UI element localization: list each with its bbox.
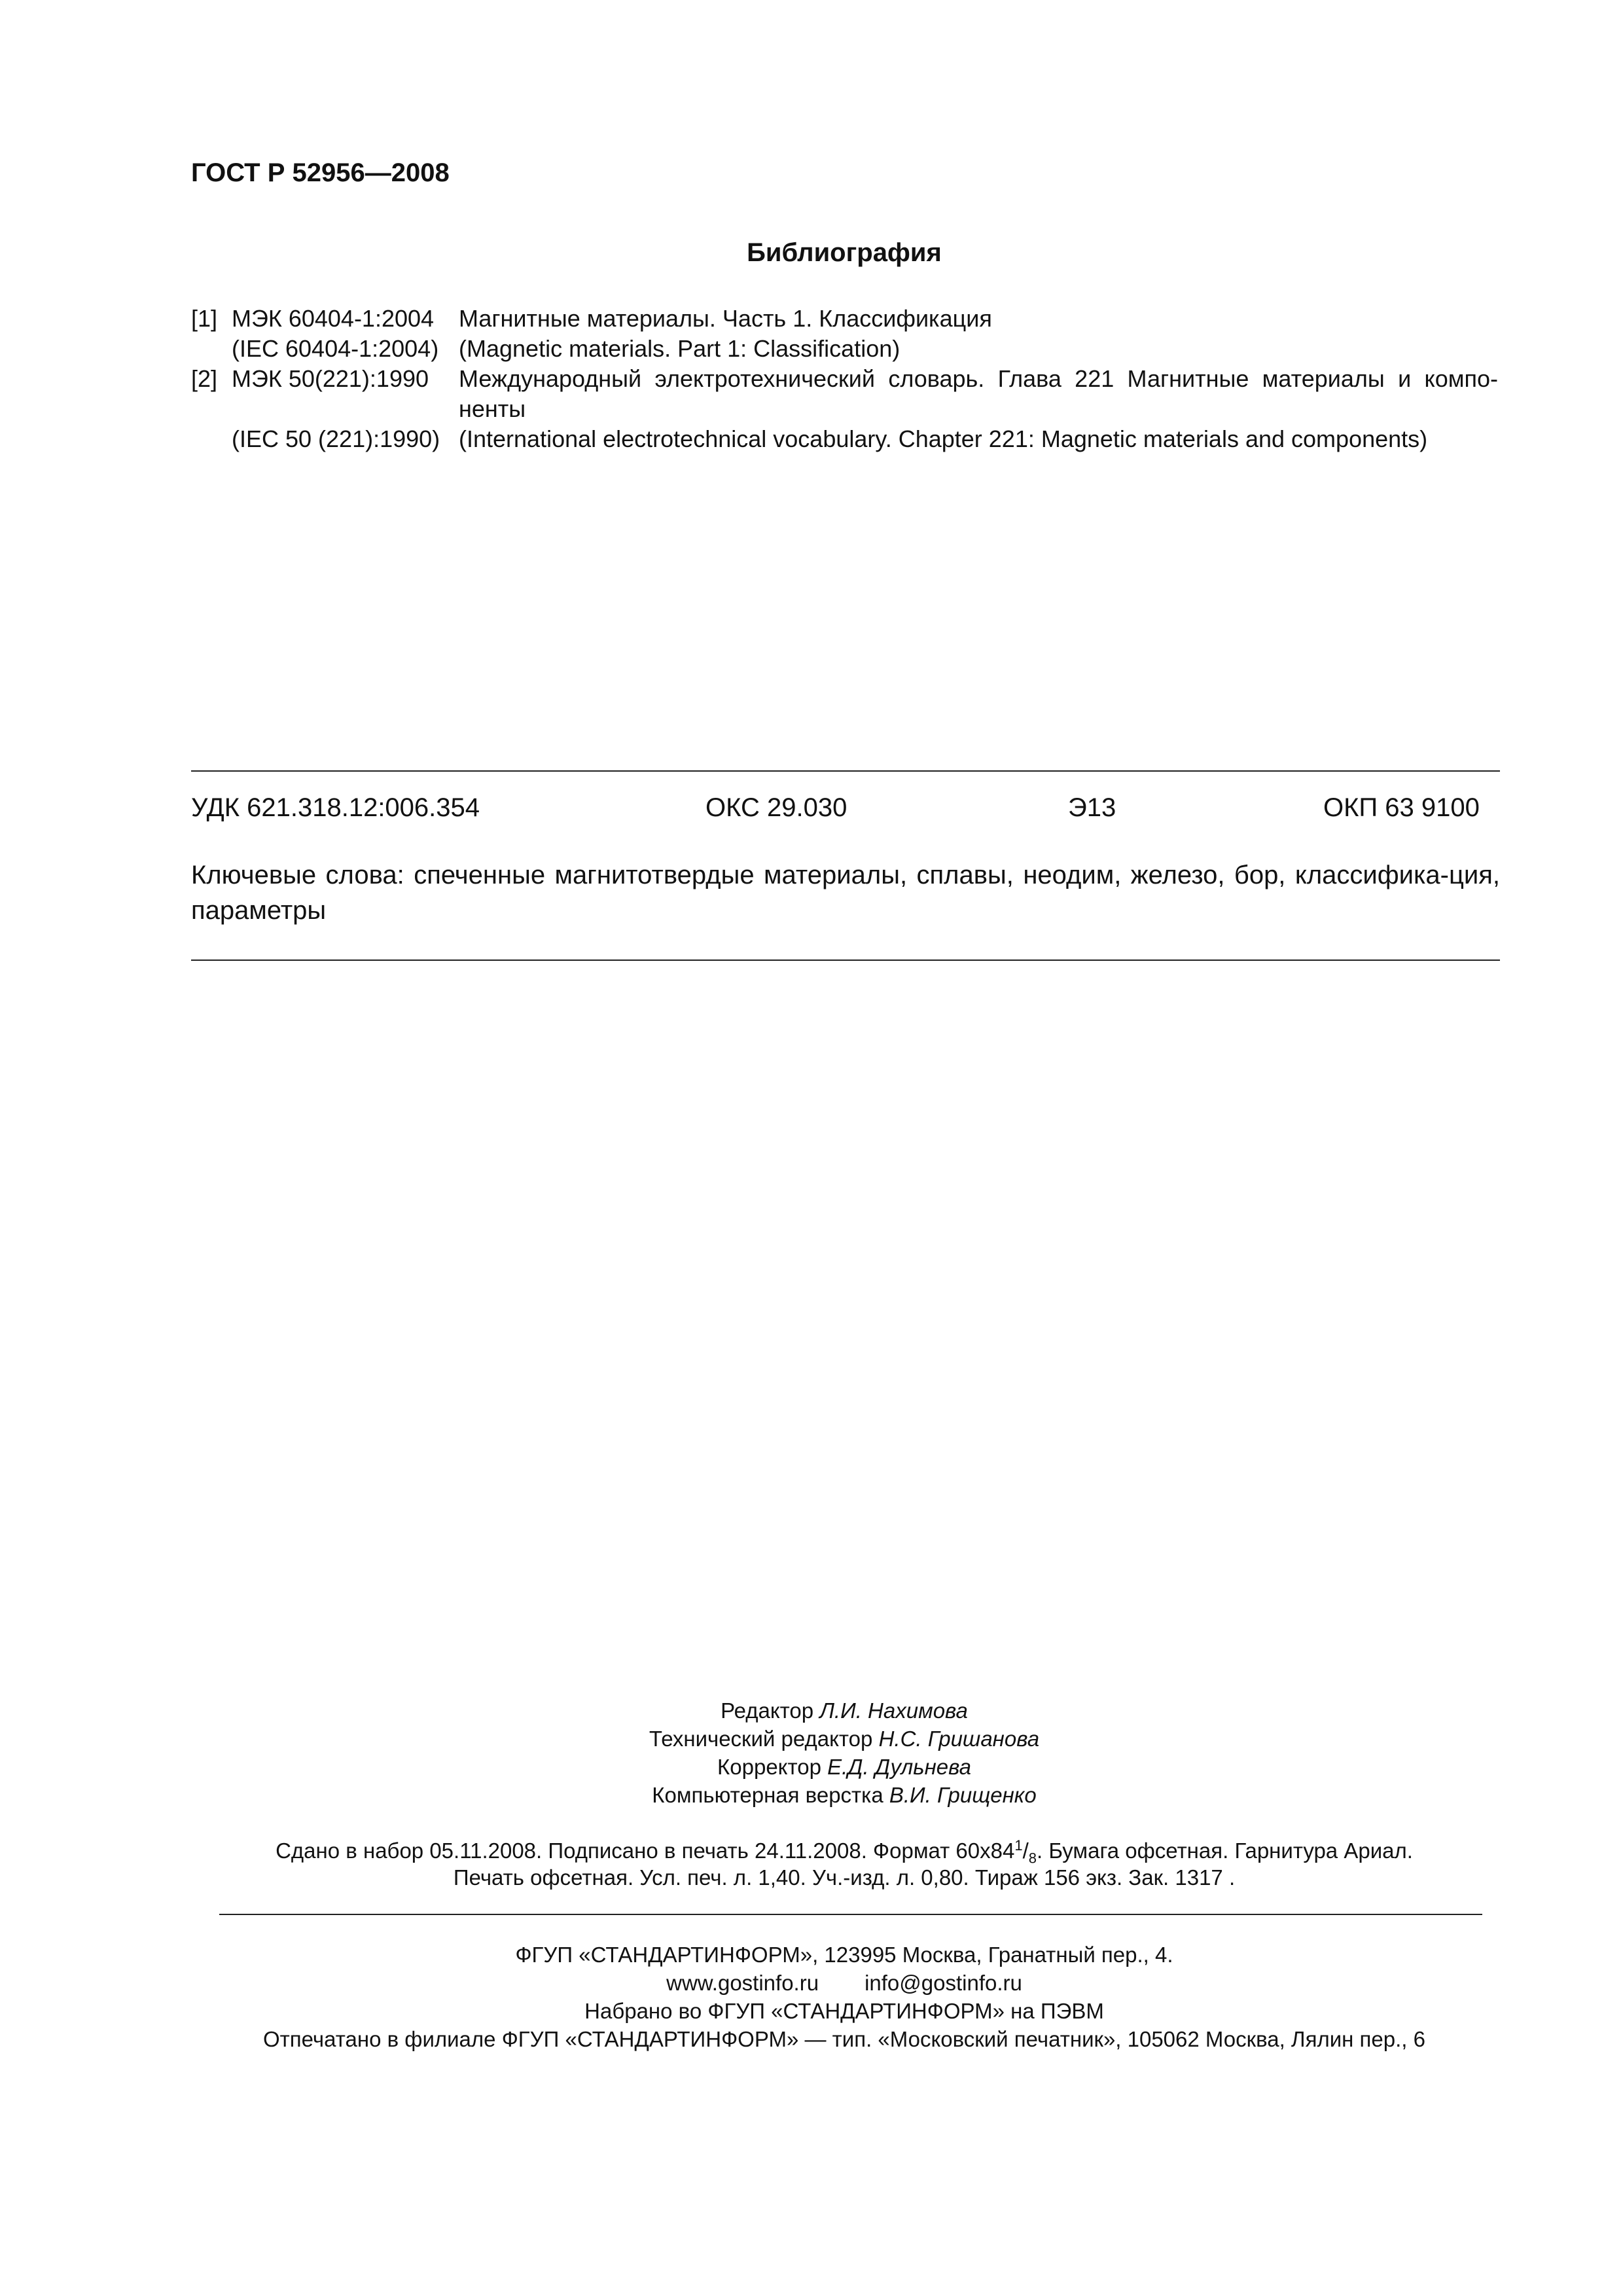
bib-entry-title: Магнитные материалы. Часть 1. Классификация: [459, 305, 992, 332]
document-code: ГОСТ Р 52956—2008: [191, 158, 450, 187]
divider-bottom: [219, 1914, 1482, 1915]
staff-role: Редактор: [721, 1698, 814, 1723]
bib-entry-code-en: (IEC 50 (221):1990): [232, 425, 440, 452]
publisher-contacts: [0, 1971, 1623, 1996]
divider-top: [191, 770, 1500, 772]
bib-entry-title-en: (Magnetic materials. Part 1: Classification): [459, 335, 901, 362]
print-info-line-1: Сдано в набор 05.11.2008. Подписано в печать 24.11.2008. Формат $60x84^1/_8$. Бумага офсетная. Гарнитура Ариал.: [276, 1837, 1413, 1867]
publisher-website-link[interactable]: www.gostinfo.ru: [666, 1971, 819, 1995]
print-info-text: Сдано в набор 05.11.2008. Подписано в печать 24.11.2008. Формат 60x84: [276, 1839, 1015, 1863]
staff-name: В.И. Грищенко: [889, 1783, 1037, 1807]
bib-entry-code-en: (IEC 60404-1:2004): [232, 335, 439, 362]
staff-name: Е.Д. Дульнева: [827, 1755, 971, 1779]
bib-entry-code: МЭК 60404-1:2004: [232, 305, 435, 332]
bib-entry-number: [1]: [191, 305, 218, 332]
format-fraction-num: 1: [1014, 1837, 1023, 1854]
group-code: Э13: [1068, 793, 1116, 822]
publisher-email-link[interactable]: info@gostinfo.ru: [865, 1971, 1022, 1995]
publisher-address: ФГУП «СТАНДАРТИНФОРМ», 123995 Москва, Гранатный пер., 4.: [515, 1943, 1173, 1967]
divider-keywords: [191, 960, 1500, 961]
staff-name: Л.И. Нахимова: [819, 1698, 968, 1723]
bib-entry-title: Международный электротехнический словарь. Глава 221 Магнитные материалы и компо-ненты: [459, 365, 1498, 422]
staff-role: Компьютерная верстка: [652, 1783, 883, 1807]
typeset-info: Набрано во ФГУП «СТАНДАРТИНФОРМ» на ПЭВМ: [584, 1999, 1104, 2023]
bib-entry-number: [2]: [191, 365, 218, 392]
bib-entry-title-en: (International electrotechnical vocabulary. Chapter 221: Magnetic materials and components): [459, 425, 1428, 452]
oks-code: ОКС 29.030: [705, 793, 847, 822]
staff-editor: [0, 1698, 1623, 1723]
printed-info: Отпечатано в филиале ФГУП «СТАНДАРТИНФОРМ» — тип. «Московский печатник», 105062 Москва, Лялин пер., 6: [263, 2027, 1425, 2051]
print-info-text: . Бумага офсетная. Гарнитура Ариал.: [1037, 1839, 1413, 1863]
staff-name: Н.С. Гришанова: [878, 1727, 1040, 1751]
bibliography-title: Библиография: [747, 238, 942, 267]
udk-code: УДК 621.318.12:006.354: [191, 793, 480, 822]
format-fraction-den: 8: [1028, 1850, 1037, 1867]
print-info-line-2: Печать офсетная. Усл. печ. л. 1,40. Уч.-изд. л. 0,80. Тираж 156 экз. Зак. 1317 .: [453, 1865, 1236, 1890]
okp-code: ОКП 63 9100: [1323, 793, 1480, 822]
staff-tech-editor: [0, 1727, 1623, 1751]
staff-role: Корректор: [717, 1755, 821, 1779]
staff-role: Технический редактор: [649, 1727, 873, 1751]
bib-entry-code: МЭК 50(221):1990: [232, 365, 429, 392]
staff-layout: [0, 1783, 1623, 1808]
staff-corrector: [0, 1755, 1623, 1780]
keywords: Ключевые слова: спеченные магнитотвердые материалы, сплавы, неодим, железо, бор, классифика-ция, параметры: [191, 861, 1500, 925]
